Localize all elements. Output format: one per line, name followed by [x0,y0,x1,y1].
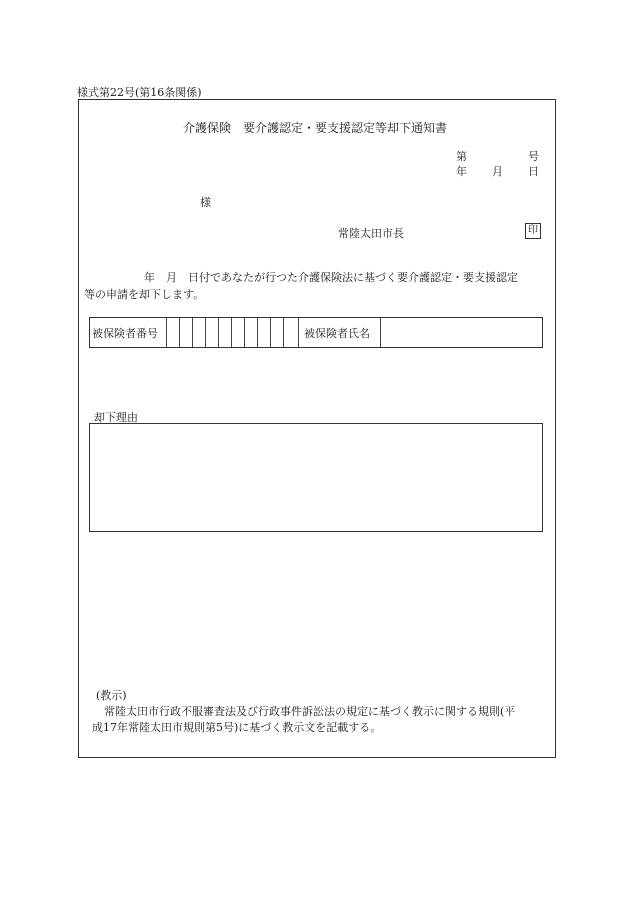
instruction-heading: (教示) [96,689,127,702]
table-divider [166,318,167,347]
body-text-line2: 等の申請を却下します。 [84,288,205,301]
digit-cell-divider [192,318,193,347]
digit-cell-divider [283,318,284,347]
issuer-name: 常陸太田市長 [338,227,404,240]
digit-cell-divider [218,318,219,347]
form-number-label: 様式第22号(第16条関係) [77,86,202,99]
digit-cell-divider [231,318,232,347]
document-number-suffix: 号 [528,150,539,163]
seal-icon: 印 [525,223,541,239]
table-divider [380,318,381,347]
document-title: 介護保険 要介護認定・要支援認定等却下通知書 [182,121,447,135]
digit-cell-divider [179,318,180,347]
digit-cell-divider [270,318,271,347]
table-divider [298,318,299,347]
digit-cell-divider [205,318,206,347]
insured-number-label: 被保険者番号 [92,327,158,340]
date-month-label: 月 [492,165,503,178]
document-number-prefix: 第 [456,150,467,163]
rejection-reason-label: 却下理由 [94,411,138,424]
digit-cell-divider [244,318,245,347]
body-text-line1: 年 月 日付であなたが行つた介護保険法に基づく要介護認定・要支援認定 [144,271,518,284]
instruction-text-line1: 常陸太田市行政不服審査法及び行政事件訴訟法の規定に基づく教示に関する規則(平 [104,705,516,718]
instruction-text-line2: 成17年常陸太田市規則第5号)に基づく教示文を記載する。 [92,721,382,734]
rejection-reason-box [89,423,543,532]
insured-name-label: 被保険者氏名 [304,327,370,340]
digit-cell-divider [257,318,258,347]
date-year-label: 年 [456,165,467,178]
recipient-honorific: 様 [200,196,211,209]
date-day-label: 日 [528,165,539,178]
